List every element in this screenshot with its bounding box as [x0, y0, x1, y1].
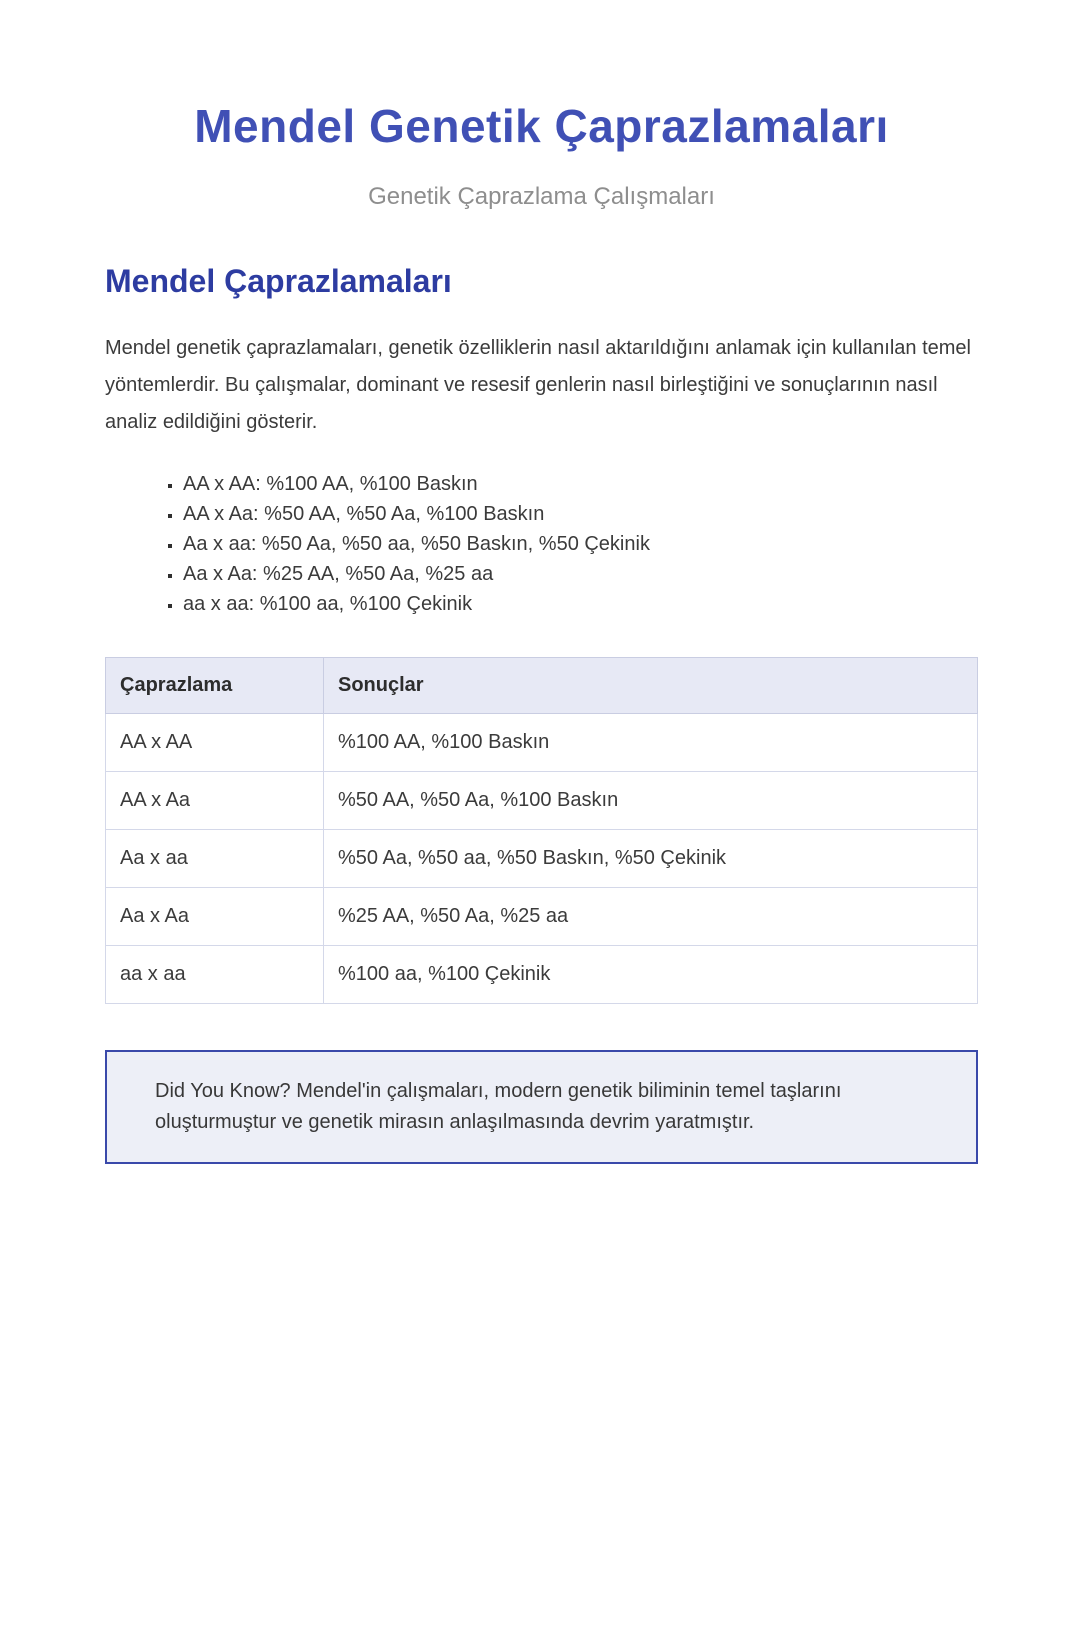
table-cell-cross: Aa x aa — [106, 829, 324, 887]
table-cell-result: %50 Aa, %50 aa, %50 Baskın, %50 Çekinik — [324, 829, 978, 887]
list-item: ▪ AA x Aa: %50 AA, %50 Aa, %100 Baskın — [183, 499, 978, 529]
table-cell-result: %100 aa, %100 Çekinik — [324, 945, 978, 1003]
document-page — [0, 98, 1080, 1626]
table-row — [106, 713, 978, 771]
table-row — [106, 829, 978, 887]
table-body — [106, 713, 978, 1003]
list-item: ▪ aa x aa: %100 aa, %100 Çekinik — [183, 589, 978, 619]
table-cell-cross: aa x aa — [106, 945, 324, 1003]
table-header-cross: Çaprazlama — [106, 657, 324, 713]
callout-text: Did You Know? Mendel'in çalışmaları, modern genetik biliminin temel taşlarını oluşturmuştur ve genetik mirasın anlaşılmasında devrim yaratmıştır. — [155, 1079, 842, 1133]
table-cell-result: %25 AA, %50 Aa, %25 aa — [324, 887, 978, 945]
table-row — [106, 771, 978, 829]
cross-results-list — [105, 469, 978, 619]
page-title: Mendel Genetik Çaprazlamaları — [194, 100, 889, 152]
section-heading: Mendel Çaprazlamaları — [105, 262, 452, 299]
table-header-results: Sonuçlar — [324, 657, 978, 713]
list-item: ▪ Aa x aa: %50 Aa, %50 aa, %50 Baskın, %50 Çekinik — [183, 529, 978, 559]
table-cell-result: %50 AA, %50 Aa, %100 Baskın — [324, 771, 978, 829]
table-cell-cross: AA x AA — [106, 713, 324, 771]
list-item: ▪ AA x AA: %100 AA, %100 Baskın — [183, 469, 978, 499]
table-cell-result: %100 AA, %100 Baskın — [324, 713, 978, 771]
page-subtitle: Genetik Çaprazlama Çalışmaları — [368, 182, 715, 210]
list-item: ▪ Aa x Aa: %25 AA, %50 Aa, %25 aa — [183, 559, 978, 589]
table-cell-cross: AA x Aa — [106, 771, 324, 829]
table-row — [106, 945, 978, 1003]
table-header-row — [106, 657, 978, 713]
table-row — [106, 887, 978, 945]
cross-results-table — [105, 657, 978, 1004]
table-cell-cross: Aa x Aa — [106, 887, 324, 945]
intro-paragraph: Mendel genetik çaprazlamaları, genetik özelliklerin nasıl aktarıldığını anlamak için kullanılan temel yöntemlerdir. Bu çalışmalar, dominant ve resesif genlerin nasıl birleştiğini ve sonuçlarının nasıl analiz edildiğini gösterir. — [105, 336, 971, 433]
did-you-know-callout — [105, 1050, 978, 1164]
